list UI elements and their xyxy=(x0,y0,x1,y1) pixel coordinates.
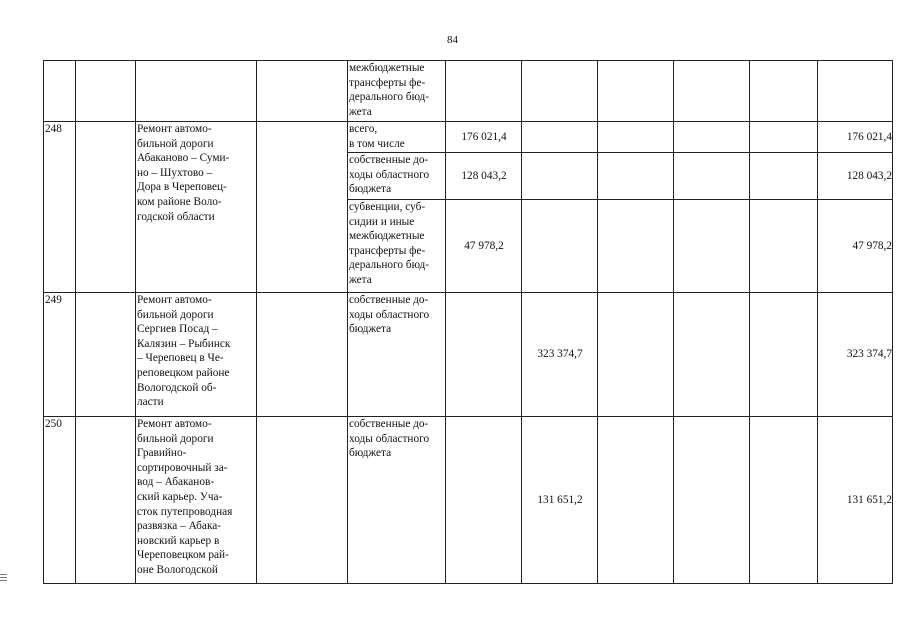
amount-cell: 47 978,2 xyxy=(446,200,522,293)
funding-source-cell: собственные до- ходы областного бюджета xyxy=(348,417,446,584)
total-cell: 128 043,2 xyxy=(818,153,893,200)
funding-source-cell: межбюджетные трансферты фе- дерального бюд- жета xyxy=(348,61,446,122)
object-name-cell: Ремонт автомо- бильной дороги Сергиев Посад – Калязин – Рыбинск – Череповец в Че- реповецком районе Вологодской об- ласти xyxy=(136,293,257,417)
row-number-cell: 248 xyxy=(44,122,76,293)
page-number: 84 xyxy=(447,34,458,46)
table-row xyxy=(44,61,893,122)
funding-source-cell: субвенции, суб- сидии и иные межбюджетные трансферты фе- дерального бюд- жета xyxy=(348,200,446,293)
row-number-cell: 250 xyxy=(44,417,76,584)
budget-table xyxy=(43,60,893,584)
amount-cell: 176 021,4 xyxy=(446,122,522,153)
margin-mark xyxy=(0,574,7,584)
row-number-cell: 249 xyxy=(44,293,76,417)
object-name-cell: Ремонт автомо- бильной дороги Абаканово – Суми- но – Шухтово – Дора в Череповец- ком районе Воло- годской области xyxy=(136,122,257,293)
funding-source-cell: всего, в том числе xyxy=(348,122,446,153)
amount-cell: 131 651,2 xyxy=(522,417,598,584)
amount-cell: 323 374,7 xyxy=(522,293,598,417)
funding-source-cell: собственные до- ходы областного бюджета xyxy=(348,293,446,417)
total-cell: 131 651,2 xyxy=(818,417,893,584)
total-cell: 47 978,2 xyxy=(818,200,893,293)
object-name-cell: Ремонт автомо- бильной дороги Гравийно- сортировочный за- вод – Абаканов- ский карьер. Уча- сток путепроводная развязка – Абака- новский карьер в Череповецком рай- оне Вологодской xyxy=(136,417,257,584)
table-row xyxy=(44,417,893,584)
funding-source-cell: собственные до- ходы областного бюджета xyxy=(348,153,446,200)
row-number-cell xyxy=(44,61,76,122)
table-row xyxy=(44,293,893,417)
total-cell: 323 374,7 xyxy=(818,293,893,417)
table-row xyxy=(44,122,893,153)
object-name-cell xyxy=(136,61,257,122)
amount-cell: 128 043,2 xyxy=(446,153,522,200)
total-cell: 176 021,4 xyxy=(818,122,893,153)
